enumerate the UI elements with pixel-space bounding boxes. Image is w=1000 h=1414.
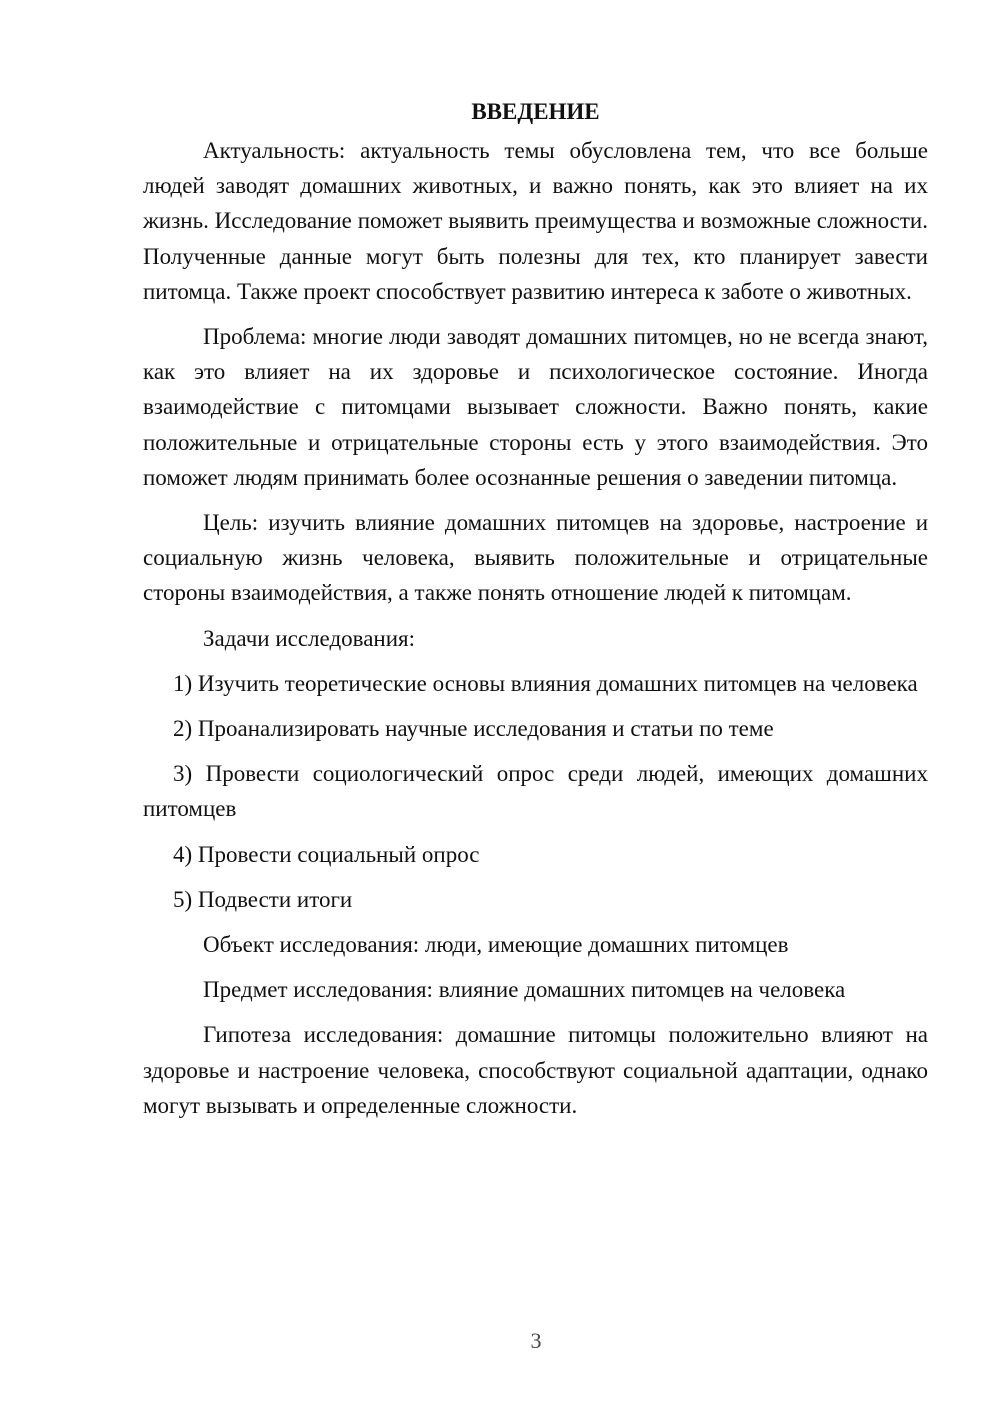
page-number: 3 — [530, 1328, 542, 1353]
task-item-3 — [143, 756, 928, 826]
task-text: Провести социальный опрос — [197, 841, 480, 867]
task-number: 4) — [173, 841, 193, 867]
task-item-5 — [143, 882, 928, 917]
task-number: 5) — [173, 886, 193, 912]
task-text: Изучить теоретические основы влияния домашних питомцев на человека — [197, 670, 918, 696]
tasks-heading: Задачи исследования: — [203, 625, 416, 651]
task-text: Проанализировать научные исследования и статьи по теме — [197, 716, 774, 742]
task-number: 1) — [173, 670, 193, 696]
task-text: Подвести итоги — [197, 886, 353, 912]
task-number: 3) — [173, 761, 193, 787]
paragraph-problem: Проблема: многие люди заводят домашних питомцев, но не всегда знают, как это влияет на их здоровье и психологическое состояние. Иногда взаимодействие с питомцами вызывает сложности. Важно понять, какие положительные и отрицательные стороны есть у этого взаимодействия. Это поможет людям принимать более осознанные решения о заведении питомца. — [143, 324, 928, 490]
paragraph-goal: Цель: изучить влияние домашних питомцев на здоровье, настроение и социальную жизнь человека, выявить положительные и отрицательные стороны взаимодействия, а также понять отношение людей к питомцам. — [143, 510, 928, 606]
paragraph-object: Объект исследования: люди, имеющие домашних питомцев — [203, 932, 789, 958]
paragraph-relevance: Актуальность: актуальность темы обусловлена тем, что все больше людей заводят домашних животных, и важно понять, как это влияет на их жизнь. Исследование поможет выявить преимущества и возможные сложности. Полученные данные могут быть полезны для тех, кто планирует завести питомца. Также проект способствует развитию интереса к заботе о животных. — [143, 138, 928, 304]
page-title: ВВЕДЕНИЕ — [471, 99, 600, 124]
task-item-2 — [143, 711, 928, 746]
task-text: Провести социологический опрос среди людей, имеющих домашних питомцев — [143, 761, 928, 822]
paragraph-subject: Предмет исследования: влияние домашних питомцев на человека — [203, 977, 846, 1003]
task-item-1 — [143, 666, 928, 701]
task-number: 2) — [173, 716, 193, 742]
task-item-4 — [143, 837, 928, 872]
page-content — [143, 94, 928, 1133]
paragraph-hypothesis: Гипотеза исследования: домашние питомцы положительно влияют на здоровье и настроение человека, способствуют социальной адаптации, однако могут вызывать и определенные сложности. — [143, 1022, 928, 1118]
